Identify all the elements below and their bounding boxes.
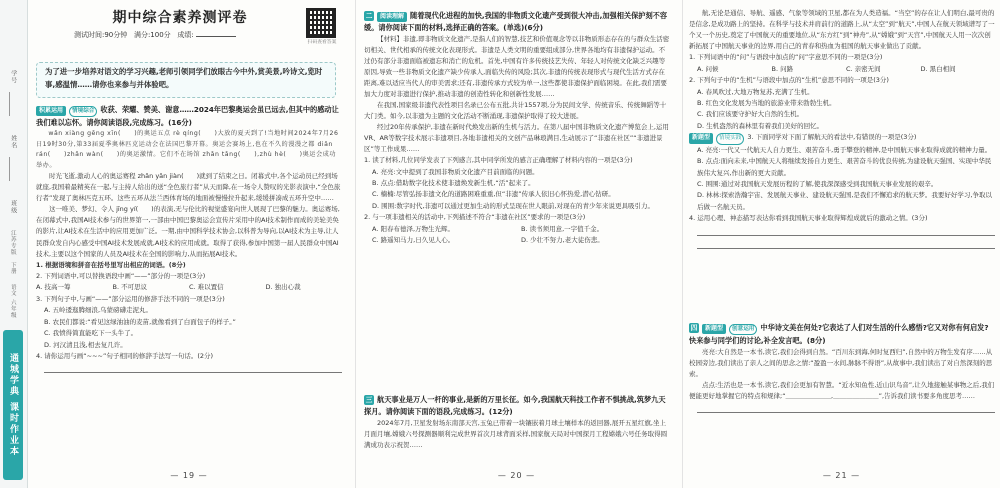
option[interactable]: D. 林林:探索浩瀚宇宙、发展航天事业、建设航天强国,是我们不懈追求的航天梦。我要好好学习,争取以后做一名航天员。 [697,191,992,211]
option[interactable]: A. 问候 [697,64,719,73]
option[interactable]: A. 阳春布德泽,万物生光辉。 [372,224,455,233]
q4-number: 四 [690,324,698,332]
option[interactable]: C. 我愤得简直能吃下一头牛了。 [44,329,138,338]
exam-time: 测试时间:90分钟 [74,31,128,39]
strip-fill-line [9,157,10,181]
strip-label-id: 学号 [9,70,17,84]
binding-strip [0,0,28,488]
option[interactable]: B. 红色文化发展为当地的旅游业带来勃勃生机。 [697,99,836,107]
answer-line[interactable] [44,363,342,373]
question-3-continued [689,8,995,252]
qr-code-icon[interactable] [306,8,336,38]
q1-tag: 积累运用 [36,106,66,116]
q4-tag-sub: 创意运用 [729,324,757,335]
page-number: — 21 — [822,471,861,481]
option[interactable]: C. 亲密无间 [846,64,881,73]
q3-sub1-options [689,64,995,76]
qr-caption: 扫码查看答案 [307,40,337,45]
strip-label-grade: 语文 六年级 [9,284,16,319]
q1-tag-sub: 情境综合 [69,106,97,117]
option[interactable]: D. 围围:数字时代,非遗可以通过更加生动的形式呈现在世人眼前,对现在的青少年来说更具吸引力。 [372,201,654,210]
q3-sub2: 2. 下列句子中的“生机”与语段中加点的“生机”意思不同的一项是(3分) [689,76,889,85]
page-number: — 19 — [170,471,208,481]
option[interactable]: B. 不可思议 [112,283,148,292]
q3-sub4: 4. 运用心理、神态描写表达你看到我国航天事业取得辉煌成就后的激动之情。(3分) [689,214,928,223]
q1-passage-1: wǎn xiàng gēng xīn( )的奥运五点 rè qíng( )大放的夏天到了!当地时间2024年7月26日19时30分,第33届夏季奥林匹克运动会在法国巴黎开幕。奥运会赛场上,也在不久的漫漫之都 diǎn rán( )zhǎn wàn( )的奥运激情。它们不在场馆 zhǎn tǎng( ),zhù hè( )奥运会成功举办。 [36,130,339,169]
q3-sub3: 新题型 情境实践 3. 下面同学对下面了解航天的看法中,有错误的一项是(3分) [689,132,995,145]
q3-top-passage: 航,无论是通信、导航、遥感、气象等领域的卫星,都在为人类造福。“当空”的存在让人们明白,最可贵的是信念,是成功路上的坚持。在科学与技术并肩前行的道路上,从“太空”到“航天”,中国人在航天领域谱写了一个又一个历史,奠定了中国航天的重要地位,从“东方红”到“神舟”,从“嫦娥”到“天宫”,中国航天人用一次次创新拓展了中国航天事业的边界,用自己的青春和热血为祖国的航天事业做出了贡献。 [689,9,995,51]
question-4 [689,322,995,416]
option[interactable]: C. 路遥知马力,日久见人心。 [372,236,455,245]
option[interactable]: C. 楠楠:尽管弘扬非遗文化的道路困难重重,但“非遗”传承人依旧心怀热爱,潜心钻研。 [372,190,615,199]
option[interactable]: A. 亮亮:文中提到了我国非物质文化遗产目前面临的问题。 [372,167,539,176]
q1-sub3: 3. 下列句子中,与画“——”部分运用的修辞手法不同的一项是(3分) [36,295,225,304]
exam-result-label: 成绩: [177,31,194,39]
option[interactable]: D. 黑白相间 [920,64,956,73]
option[interactable]: B. 点点:借助数字化技术使非遗焕发新生机,“活”起来了。 [372,179,535,188]
option[interactable]: D. 生机盎然的森林里有着我们美好的回忆。 [697,121,824,130]
q4-head: 四 新题型 创意运用 中华诗文美在何处?它表达了人们对生活的什么感悟?它又对你有何启发?快来参与同学们的讨论,补全发言吧。(8分) [689,323,989,346]
option[interactable]: A. 亮亮:一代又一代航天人自力更生、艰苦奋斗,勇于攀登的精神,是中国航天事业取得成就的精神力量。 [697,145,992,154]
q4-paragraph-1: 亮亮:大自然是一本书,读它,我们会得到自然。“百川东到海,何时复西归”,自然中的万物生发有序……从校园旁边,我们读出了亲人之间的思念之情:“盈盈一水间,脉脉不得语”,从故事中,我们读出了对自然深刻的思索。 [689,348,993,379]
q2-paragraph-3: 经过20年传承保护,非遗在新时代焕发出新的生机与活力。在第八届中国非物质文化遗产博览会上,运用VR、AR等数字技术展示非遗项目,各地非遗相关的文创产品琳琅满目,生动展示了“非遗在社区”“非遗进景区”等工作成果…… [364,123,669,154]
q1-passage-2: 时光飞逝,激动人心的奥运赛程 zhǎn yǎn jiàn( )就到了结束之日。闭幕式中,各个运动员已经到场就座,我国着最精英在一起,与主持人给出的送“全色旅行者”从天而降,在一场令人赞叹的光影表演中,“全色旅行者”发现了奥林匹克五环。这些五环从法兰西体育场的地面被慢慢拉升起来,缓缓拼凑成五环升空中…… [36,172,341,203]
q1-sub2-options [36,282,342,294]
q3-sub1: 1. 下列词语中的“问”与语段中加点的“问”字意思不同的一项是(3分) [689,53,883,62]
page-19 [30,0,348,488]
q3-number: 三 [365,396,373,404]
option[interactable]: C. 难以置信 [189,283,224,292]
strip-label-name: 姓名 [9,135,17,149]
page-21 [682,0,1000,488]
exam-score: 满分:100分 [133,31,171,39]
q1-passage-3: 这一唯美、梦幻、令人 jīng yí( )的表演,无与伦比的视觉盛宴向世人展现了巴黎的魅力。奥运赛场,在闭幕式中,我国AI技术参与的世界第一,一部由中国巴黎奥运会宣传片采用中的AI技术制作而成的美轮美奂的影片,让AI技术在生活中的应用更加广泛。一期,由中国科学技术协会,以科普为导向,以AI技术为主导,让人民群众发自内心感受中国AI技术发展成就,AI技术的应用成就。取得了获得,参加中国第一届人民群众中国AI技术,主要以这个国家的人员及AI技术在全国的影响力,从而拓展AI技术。 [36,205,340,258]
strip-label-edition: 江苏专版 [9,230,16,256]
option[interactable]: D. 独出心裁 [265,283,301,292]
strip-label-class: 班级 [9,200,17,214]
q2-head: 二 阅读理解 随着现代化进程的加快,我国的非物质文化遗产受到很大冲击,加强相关保护刻不容缓。请你阅读下面的材料,选择正确的答案。(单选)(6分) [364,11,668,32]
exam-meta [74,30,236,40]
option[interactable]: B. 读书须用意,一字值千金。 [521,224,604,233]
q2-sub1: 1. 读了材料,几位同学发表了下列感言,其中同学所发的感言正确理解了材料内容的一项是(3分) [364,156,633,165]
question-3 [364,394,670,451]
question-1 [36,104,342,376]
page-number: — 20 — [497,471,536,481]
q4-paragraph-2: 点点:生活也是一本书,读它,我们会更加有智慧。“近水知鱼性,近山识鸟音”,让久地接触某事物之后,我们便能更好地掌握它的特点和规律;“＿＿＿＿＿＿＿,＿＿＿＿＿＿＿”,告诉我们读书要多角度思考…… [689,381,995,401]
q1-sub2: 2. 下列词语中,可以替换语段中画“——”部分的一项是(3分) [36,271,206,280]
answer-line[interactable] [697,239,995,249]
option[interactable]: B. 点点:面向未来,中国航天人将继续发扬自力更生、艰苦奋斗的优良传统,为建设航天强国、实现中华民族伟大复兴,作出新的更大贡献。 [697,157,992,177]
strip-fill-line [9,92,10,116]
q2-tag: 阅读理解 [377,12,407,22]
result-blank[interactable] [196,30,236,37]
q3-sub3-tag: 新题型 [689,133,713,144]
answer-line[interactable] [697,226,995,236]
q2-sub2-options-b [364,235,670,247]
answer-line[interactable] [697,403,995,413]
q1-sub1: 1. 根据语境和拼音在括号里写出相应的词语。(8分) [36,260,186,269]
q2-sub2: 2. 与一项非遗相关的活动中,下列描述不符合“非遗在社区”要求的一项是(3分) [364,213,586,222]
page-20 [355,0,677,488]
q1-head: 积累运用 情境综合 收获、荣耀、赞美、谢意……2024年巴黎奥运会虽已远去,但其中的感动让我们难以忘怀。请你阅读语段,完成练习。(16分) [36,105,339,128]
q3-head: 三 航天事业是万人一杆的事业,是新的万里长征。如今,我国航天科技工作者不惧挑战,筑梦九天探月。请你阅读下面的语段,完成练习。(12分) [364,395,666,416]
intro-box: 为了进一步培养对语文的学习兴趣,老师引领同学们放眼古今中外,赏美景,吟诗文,览时事,感温情……请你也来参与并体验吧。 [36,62,336,98]
option[interactable]: C. 我们应该要守护好大自然的生机。 [697,110,804,119]
q2-number: 二 [365,12,373,20]
option[interactable]: D. 少壮不努力,老大徒伤悲。 [521,236,604,245]
option[interactable]: B. 问路 [771,64,794,73]
strip-label-volume: 下册 [9,262,16,275]
q4-tag: 新题型 [702,324,726,334]
q2-sub2-options-a [364,224,670,236]
q3-sub3-tag-sub: 情境实践 [716,133,744,145]
option[interactable]: D. 河汉清且浅,相去复几许。 [44,340,127,349]
exam-title: 期中综合素养测评卷 [112,10,248,26]
option[interactable]: A. 技高一筹 [36,283,71,292]
brand-logo: 通城学典 课时作业本 [3,330,23,480]
question-2 [364,10,670,247]
q1-sub4: 4. 请你运用与画“~~~”句子相同的修辞手法写一句话。(2分) [36,351,214,360]
option[interactable]: B. 农民们都说:“看见这绿油油的麦苗,就像看到了白面包子的样子。” [44,317,236,326]
option[interactable]: A. 春风吹过,大地万物复苏,充满了生机。 [697,87,814,96]
option[interactable]: A. 五岭逶迤腾细浪,乌蒙磅礴走泥丸。 [44,306,153,315]
q3-passage: 2024年7月,卫星发射场东南部天宫,玉兔已带着一块镶嵌着月球土壤样本的返回器,展开五星红旗,坐上月面月壤,嫦娥六号探测器顺利完成世界首次月球背面采样,国家航天局对中国探月工程嫦娥六号任务取得圆满成功表示祝贺…… [364,418,668,449]
q2-material: 【材料】非遗,即非物质文化遗产,是指人们的智慧,技艺和价值观念等以非物质形态存在的与群众生活密切相关、世代相承的传统文化表现形式。非遗是人类文明的重要组成部分,世界各地均有非遗保护运动。不过仍有部分非遗面临被遗忘和消亡的危机。首先,中国有许多传统技艺失传、年轻人对传统文化缺乏兴趣等原因,导致一些非物质文化遗产缺少传承人,面临失传的风险;其次,非遗的传统表现形式与现代生活方式存在距离,难以适应当代人的审美需求;还有,非遗传承方式较为单一,这些都使非遗保护面临困境。在此,我们需要加大力度对非遗进行保护,推动非遗的创造性转化和创新性发展…… [364,34,670,98]
option[interactable]: C. 围围:通过对我国航天发展历程的了解,使我深深感受到我国航天事业发展的艰辛。 [697,180,938,189]
q2-paragraph-2: 在我国,国家级非遗代表性项目名录已公布五批,共计1557项,分为民间文学、传统音乐、传统舞蹈等十大门类。如今,以非遗为主题的文化活动不断涌现,非遗保护取得了较大进展。 [364,101,667,121]
